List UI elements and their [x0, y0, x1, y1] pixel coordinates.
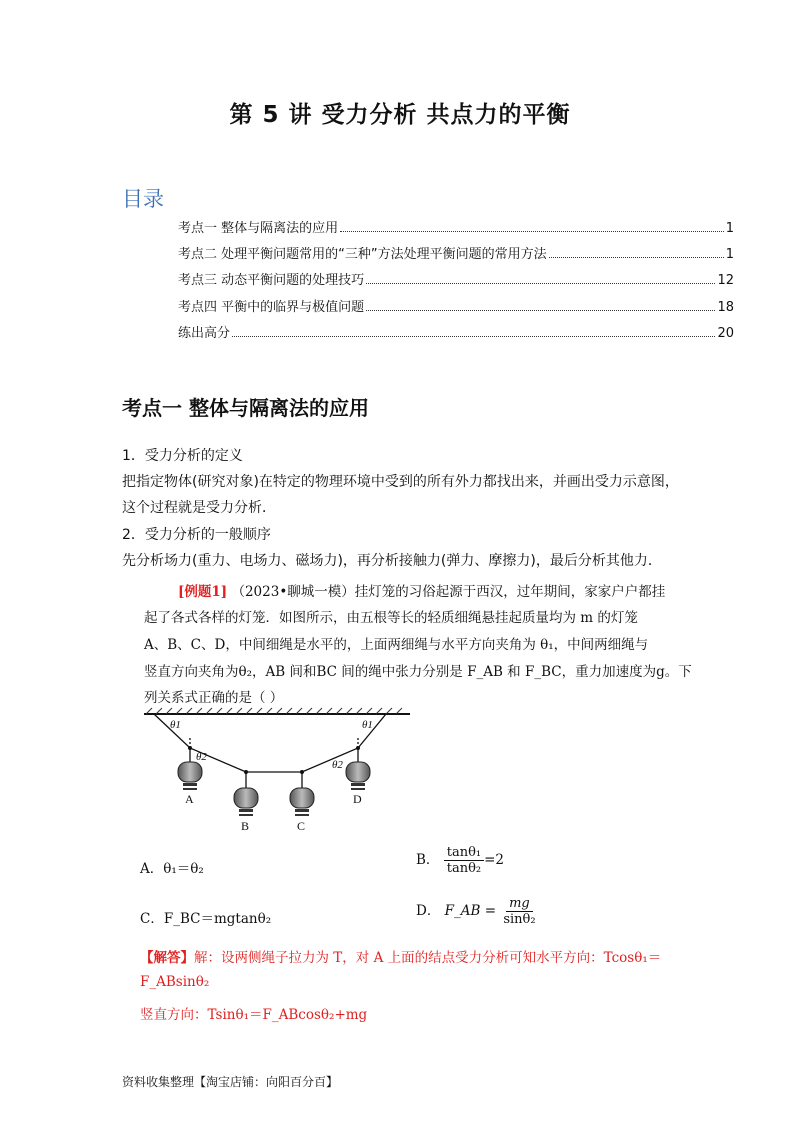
ceiling — [144, 708, 410, 714]
lantern-d — [346, 762, 370, 790]
answer-tag: 【解答】 — [140, 950, 194, 966]
definition-title: 1．受力分析的定义 — [122, 448, 243, 464]
example-tag: [例题1] — [178, 584, 228, 600]
option-b-letter: B． — [416, 852, 440, 868]
example-line-3: A、B、C、D，中间细绳是水平的，上面两细绳与水平方向夹角为 θ₁，中间两细绳与 — [144, 637, 649, 653]
answer-line-2: F_ABsinθ₂ — [140, 974, 210, 990]
example-line-2: 起了各式各样的灯笼．如图所示，由五根等长的轻质细绳悬挂起质量均为 m 的灯笼 — [144, 610, 638, 626]
label-theta2-right: θ2 — [332, 759, 343, 771]
toc-item-page: 20 — [717, 326, 734, 341]
option-b-denominator: tanθ₂ — [446, 861, 482, 876]
option-c-text: F_BC＝mgtanθ₂ — [163, 911, 272, 927]
definition-line-2: 这个过程就是受力分析． — [122, 500, 276, 516]
label-theta1-right: θ1 — [362, 719, 373, 731]
answer-line-3: 竖直方向：Tsinθ₁＝F_ABcosθ₂+mg — [140, 1007, 368, 1023]
option-b-equals: =2 — [484, 852, 505, 868]
option-b[interactable] — [416, 845, 504, 876]
toc-item-label: 考点三 动态平衡问题的处理技巧 — [178, 273, 365, 288]
toc-item-page: 1 — [725, 221, 734, 236]
definition-line-1: 把指定物体(研究对象)在特定的物理环境中受到的所有外力都找出来，并画出受力示意图， — [122, 474, 679, 490]
toc-item-page: 18 — [717, 300, 734, 315]
toc-item-label: 考点二 处理平衡问题常用的“三种”方法处理平衡问题的常用方法 — [178, 247, 547, 262]
example-line-5: 列关系式正确的是（ ） — [144, 690, 284, 706]
option-b-numerator: tanθ₁ — [444, 845, 484, 861]
lantern-b — [234, 788, 258, 816]
option-d[interactable] — [416, 896, 539, 927]
option-d-numerator: mg — [506, 896, 533, 912]
option-c-letter: C． — [140, 911, 164, 927]
page-title: 第 5 讲 受力分析 共点力的平衡 — [229, 102, 571, 128]
page-footer: 资料收集整理【淘宝店铺：向阳百分百】 — [122, 1075, 339, 1089]
label-c: C — [297, 819, 306, 833]
label-theta2-left: θ2 — [196, 751, 207, 763]
option-c[interactable] — [140, 907, 271, 927]
toc-item[interactable] — [178, 319, 734, 341]
label-d: D — [353, 792, 362, 806]
toc-leader — [366, 310, 715, 311]
option-a-letter: A． — [140, 861, 164, 877]
toc-leader — [366, 283, 715, 284]
lantern-c — [290, 788, 314, 816]
toc-item[interactable] — [178, 214, 734, 236]
toc-heading: 目录 — [122, 187, 164, 211]
label-b: B — [241, 819, 250, 833]
answer-line-1: 解：设两侧绳子拉力为 T，对 A 上面的结点受力分析可知水平方向：Tcosθ₁＝ — [194, 950, 662, 966]
option-d-letter: D． — [416, 903, 441, 919]
option-d-fraction — [500, 896, 538, 927]
toc-item-page: 12 — [717, 273, 734, 288]
section-heading: 考点一 整体与隔离法的应用 — [122, 396, 369, 420]
example-line-1: 挂灯笼的习俗起源于西汉，过年期间，家家户户都挂 — [354, 584, 666, 600]
lantern-a — [178, 762, 202, 790]
toc-item[interactable] — [178, 293, 734, 315]
option-d-lhs: F_AB = — [444, 903, 497, 919]
order-text: 先分析场力(重力、电场力、磁场力)，再分析接触力(弹力、摩擦力)，最后分析其他力． — [122, 553, 662, 569]
option-b-fraction — [444, 845, 484, 876]
toc-item[interactable] — [178, 240, 734, 262]
toc-item-label: 练出高分 — [178, 326, 231, 341]
example-line-4: 竖直方向夹角为θ₂，AB 间和BC 间的绳中张力分别是 F_AB 和 F_BC，重力加速度为g。下 — [144, 664, 692, 680]
toc-item-label: 考点一 整体与隔离法的应用 — [178, 221, 339, 236]
toc-leader — [232, 336, 715, 337]
option-a[interactable] — [140, 857, 204, 877]
label-theta1-left: θ1 — [170, 719, 181, 731]
option-d-denominator: sinθ₂ — [503, 912, 536, 927]
toc-item[interactable] — [178, 266, 734, 288]
toc-leader — [549, 257, 724, 258]
lantern-figure — [138, 706, 418, 841]
toc-leader — [340, 231, 724, 232]
order-title: 2．受力分析的一般顺序 — [122, 527, 271, 543]
label-a: A — [185, 792, 194, 806]
example-source: （2023•聊城一模） — [231, 584, 355, 600]
option-a-text: θ₁＝θ₂ — [163, 861, 204, 877]
toc-item-label: 考点四 平衡中的临界与极值问题 — [178, 300, 365, 315]
toc-item-page: 1 — [725, 247, 734, 262]
